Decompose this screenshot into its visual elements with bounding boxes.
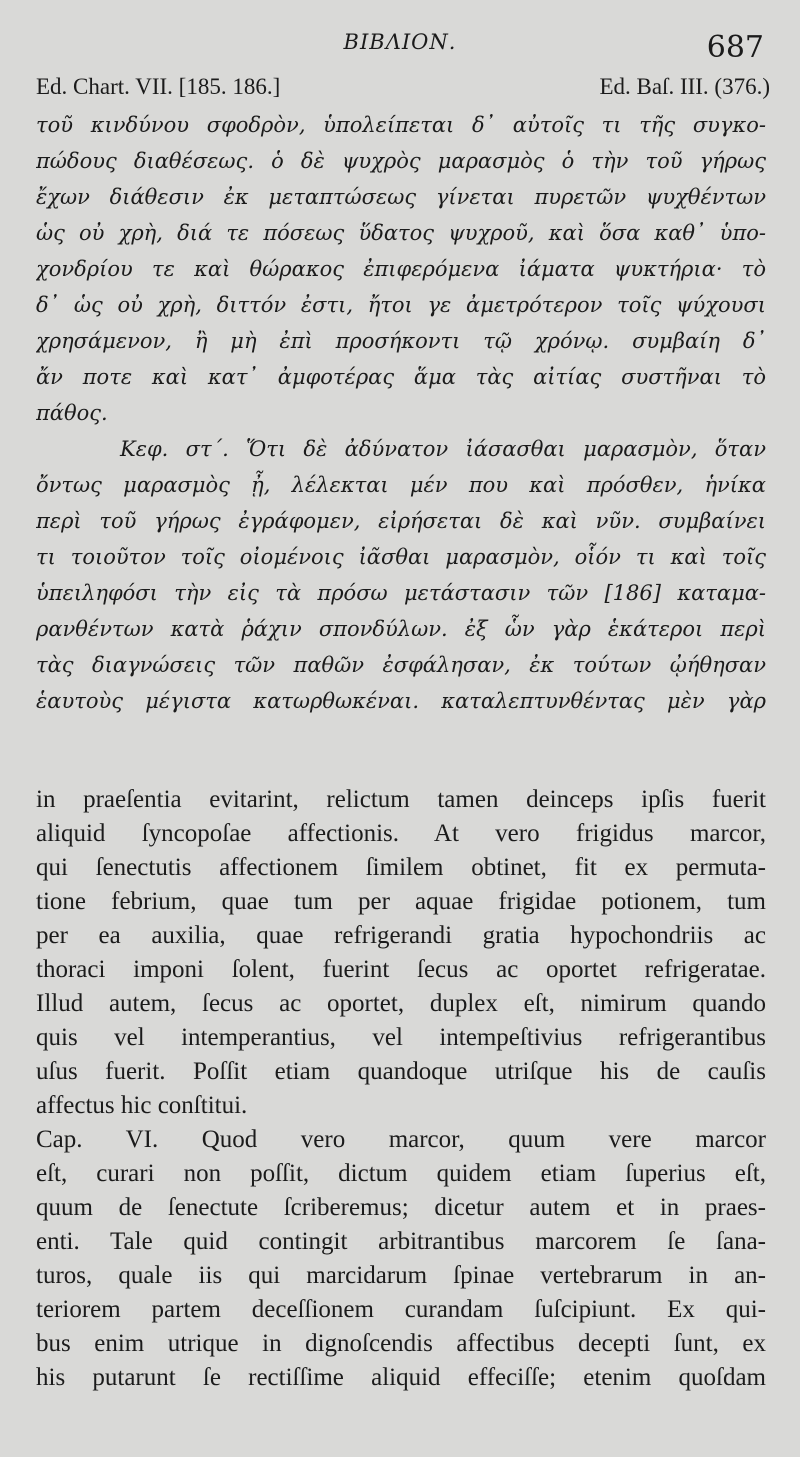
greek-line: πάθος. xyxy=(36,401,108,425)
greek-line: τι τοιοῦτον τοῖς οἰομένοις ἰᾶσθαι μαρασμὸν, οἷόν τι καὶ τοῖς xyxy=(36,545,766,569)
greek-line: ὑπειληφόσι τὴν εἰς τὰ πρόσω μετάστασιν τῶν [186] καταμα- xyxy=(36,581,766,605)
latin-line: bus enim utrique in dignoſcendis affectibus decepti ſunt, ex xyxy=(36,1330,766,1357)
greek-chapter-heading-line: Κεφ. στ΄. Ὅτι δὲ ἀδύνατον ἰάσασθαι μαρασμὸν, ὅταν xyxy=(120,437,766,461)
page-number: 687 xyxy=(706,30,764,65)
latin-line: teriorem partem deceſſionem curandam ſuſcipiunt. Ex qui- xyxy=(36,1296,766,1323)
greek-line: ἔχων διάθεσιν ἐκ μεταπτώσεως γίνεται πυρετῶν ψυχθέντων xyxy=(36,185,766,209)
greek-line: τοῦ κινδύνου σφοδρὸν, ὑπολείπεται δ᾽ αὐτοῖς τι τῆς συγκο- xyxy=(36,113,766,137)
greek-line: ρανθέντων κατὰ ῥάχιν σπονδύλων. ἐξ ὧν γὰρ ἑκάτεροι περὶ xyxy=(36,617,766,641)
greek-line: ἑαυτοὺς μέγιστα κατωρθωκέναι. καταλεπτυνθέντας μὲν γὰρ xyxy=(36,689,766,713)
greek-text-block xyxy=(36,107,766,719)
latin-line: affectus hic conſtitui. xyxy=(36,1092,248,1119)
latin-line: quum de ſenectute ſcriberemus; dicetur autem et in praes- xyxy=(36,1194,766,1221)
greek-line: τὰς διαγνώσεις τῶν παθῶν ἐσφάλησαν, ἐκ τούτων ᾠήθησαν xyxy=(36,653,766,677)
latin-line: enti. Tale quid contingit arbitrantibus marcorem ſe ſana- xyxy=(36,1228,766,1255)
latin-line: uſus fuerit. Poſſit etiam quandoque utriſque his de cauſis xyxy=(36,1058,766,1085)
greek-line: ὡς οὐ χρὴ, διά τε πόσεως ὕδατος ψυχροῦ, καὶ ὅσα καθ᾽ ὑπο- xyxy=(36,221,766,245)
chartier-edition-ref: Ed. Chart. VII. [185. 186.] xyxy=(36,74,281,99)
latin-line: quis vel intemperantius, vel intempeſtivius refrigerantibus xyxy=(36,1024,766,1051)
latin-line: turos, quale iis qui marcidarum ſpinae vertebrarum in an- xyxy=(36,1262,766,1289)
latin-line: tione febrium, quae tum per aquae frigidae potionem, tum xyxy=(36,888,766,915)
latin-line: aliquid ſyncopoſae affectionis. At vero frigidus marcor, xyxy=(36,820,766,847)
running-title: ΒΙΒΛΙΟΝ. xyxy=(343,30,457,54)
greek-line: δ᾽ ὡς οὐ χρὴ, διττόν ἐστι, ἤτοι γε ἀμετρότερον τοῖς ψύχουσι xyxy=(36,293,766,317)
latin-chapter-heading-line: Cap. VI. Quod vero marcor, quum vere marcor xyxy=(36,1126,766,1153)
latin-line: qui ſenectutis affectionem ſimilem obtinet, fit ex permuta- xyxy=(36,854,766,881)
latin-line: Illud autem, ſecus ac oportet, duplex eſt, nimirum quando xyxy=(36,990,766,1017)
latin-line: eſt, curari non poſſit, dictum quidem etiam ſuperius eſt, xyxy=(36,1160,766,1187)
latin-line: in praeſentia evitarint, relictum tamen deinceps ipſis fuerit xyxy=(36,786,766,813)
greek-line: πώδους διαθέσεως. ὁ δὲ ψυχρὸς μαρασμὸς ὁ τὴν τοῦ γήρως xyxy=(36,149,766,173)
greek-line: περὶ τοῦ γήρως ἐγράφομεν, εἰρήσεται δὲ καὶ νῦν. συμβαίνει xyxy=(36,509,766,533)
greek-line: ἄν ποτε καὶ κατ᾽ ἀμφοτέρας ἅμα τὰς αἰτίας συστῆναι τὸ xyxy=(36,365,766,389)
greek-line: χρησάμενον, ἢ μὴ ἐπὶ προσήκοντι τῷ χρόνῳ. συμβαίη δ᾽ xyxy=(36,329,766,353)
greek-line: ὄντως μαρασμὸς ᾖ, λέλεκται μέν που καὶ πρόσθεν, ἡνίκα xyxy=(36,473,766,497)
latin-line: per ea auxilia, quae refrigerandi gratia hypochondriis ac xyxy=(36,922,766,949)
latin-text-block xyxy=(36,783,766,1395)
latin-line: thoraci imponi ſolent, fuerint ſecus ac oportet refrigeratae. xyxy=(36,956,766,983)
greek-line: χονδρίου τε καὶ θώρακος ἐπιφερόμενα ἰάματα ψυκτήρια· τὸ xyxy=(36,257,766,281)
latin-line: his putarunt ſe rectiſſime aliquid effeciſſe; etenim quoſdam xyxy=(36,1364,766,1391)
basel-edition-ref: Ed. Baſ. III. (376.) xyxy=(599,74,770,99)
edition-references xyxy=(36,74,770,104)
